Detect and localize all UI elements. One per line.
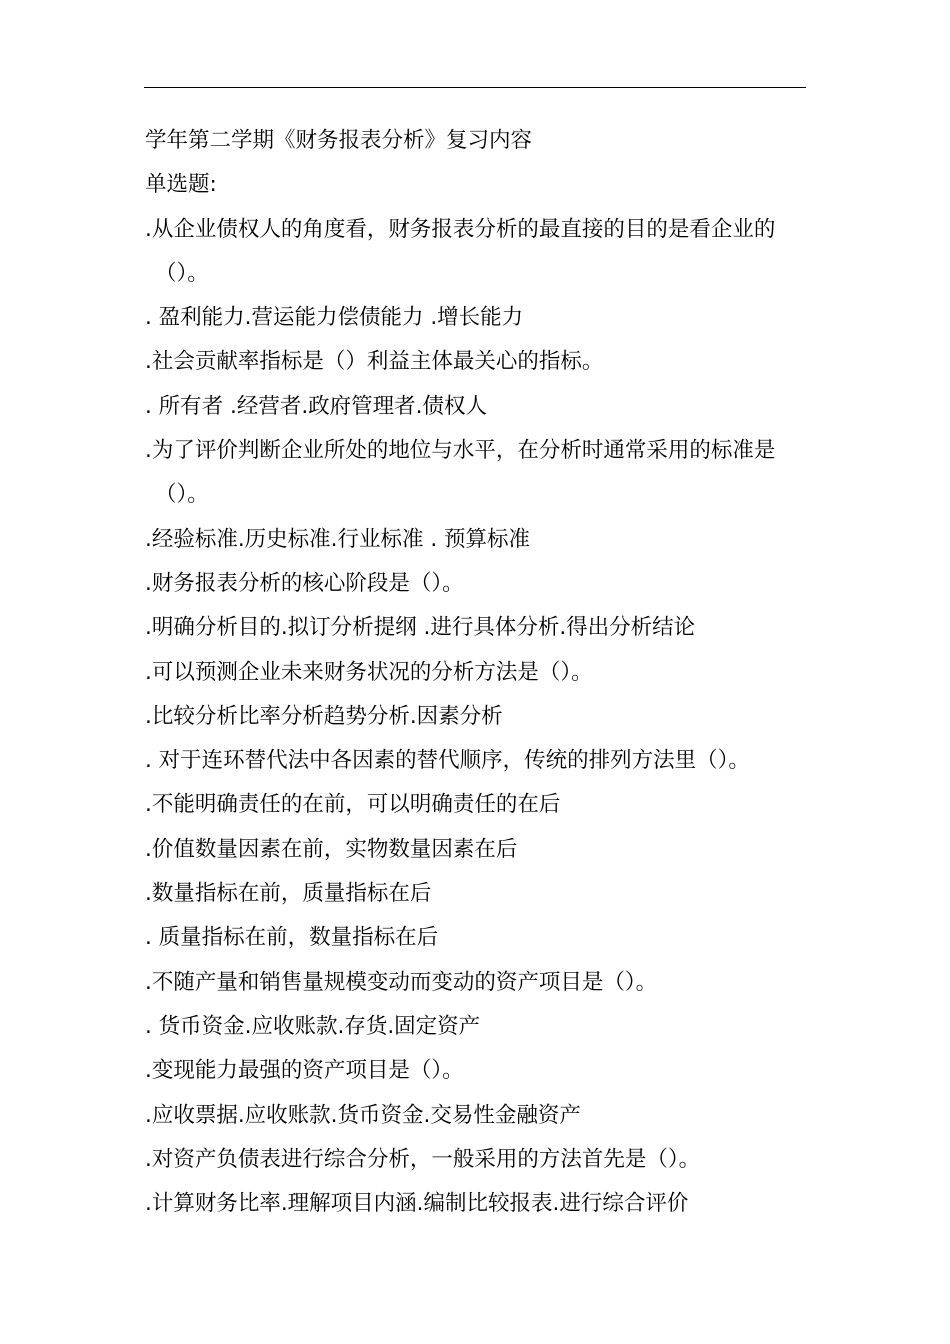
text-line: .对资产负债表进行综合分析，一般采用的方法首先是（）。 (145, 1146, 701, 1172)
text-line: . 所有者 .经营者.政府管理者.债权人 (145, 393, 488, 419)
text-line: （）。 (155, 482, 209, 508)
text-line: .财务报表分析的核心阶段是（）。 (145, 570, 464, 596)
text-line: .不随产量和销售量规模变动而变动的资产项目是（）。 (145, 969, 658, 995)
text-line: .明确分析目的.拟订分析提纲 .进行具体分析.得出分析结论 (145, 615, 696, 641)
text-line: .应收票据.应收账款.货币资金.交易性金融资产 (145, 1102, 581, 1128)
text-line: .计算财务比率.理解项目内涵.编制比较报表.进行综合评价 (145, 1191, 689, 1217)
text-line: .比较分析比率分析趋势分析.因素分析 (145, 703, 503, 729)
text-line: .数量指标在前，质量指标在后 (145, 881, 432, 907)
text-line: . 盈利能力.营运能力偿债能力 .增长能力 (145, 305, 524, 331)
document-body (145, 119, 810, 1226)
section-heading: 单选题: (145, 172, 217, 198)
text-line: . 货币资金.应收账款.存货.固定资产 (145, 1013, 481, 1039)
text-line: .不能明确责任的在前，可以明确责任的在后 (145, 792, 561, 818)
text-line: .社会贡献率指标是（）利益主体最关心的指标。 (145, 349, 604, 375)
document-title: 学年第二学期《财务报表分析》复习内容 (145, 128, 533, 153)
text-line: .为了评价判断企业所处的地位与水平，在分析时通常采用的标准是 (145, 438, 776, 464)
text-line: .变现能力最强的资产项目是（）。 (145, 1058, 464, 1084)
text-line: （）。 (155, 260, 209, 286)
header-rule (144, 87, 806, 88)
text-line: .可以预测企业未来财务状况的分析方法是（）。 (145, 659, 593, 685)
text-line: . 质量指标在前，数量指标在后 (145, 925, 439, 951)
text-line: .价值数量因素在前，实物数量因素在后 (145, 836, 518, 862)
text-line: . 对于连环替代法中各因素的替代顺序，传统的排列方法里（）。 (145, 748, 750, 774)
text-line: .从企业债权人的角度看，财务报表分析的最直接的目的是看企业的 (145, 216, 776, 242)
text-line: .经验标准.历史标准.行业标准 . 预算标准 (145, 526, 531, 552)
